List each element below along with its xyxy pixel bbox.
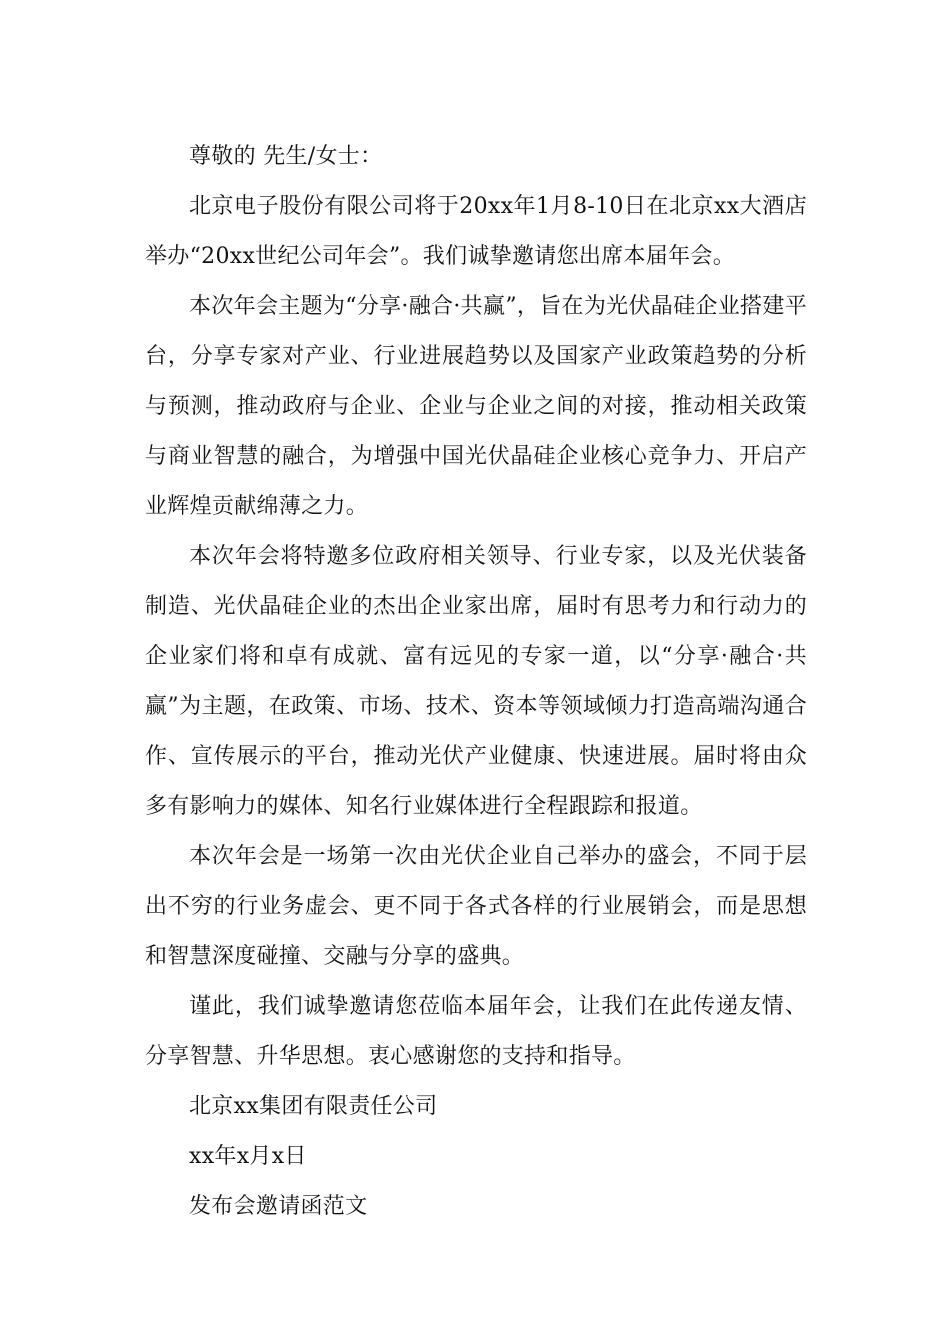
- paragraph-invitation: 北京电子股份有限公司将于20xx年1月8-10日在北京xx大酒店举办“20xx世纪公司年会”。我们诚挚邀请您出席本届年会。: [145, 194, 807, 269]
- paragraph-theme: 本次年会主题为“分享·融合·共赢”，旨在为光伏晶硅企业搭建平台，分享专家对产业、行业进展趋势以及国家产业政策趋势的分析与预测，推动政府与企业、企业与企业之间的对接，推动相关政策与商业智慧的融合，为增强中国光伏晶硅企业核心竞争力、开启产业辉煌贡献绵薄之力。: [145, 294, 807, 519]
- date: xx年x月x日: [189, 1144, 307, 1169]
- paragraph-closing: 谨此，我们诚挚邀请您莅临本届年会，让我们在此传递友情、分享智慧、升华思想。衷心感谢您的支持和指导。: [145, 994, 807, 1069]
- letter-body: [145, 132, 807, 1232]
- greeting: 尊敬的 先生/女士：: [189, 144, 383, 169]
- signature: 北京xx集团有限责任公司: [189, 1094, 438, 1119]
- paragraph-event-nature: 本次年会是一场第一次由光伏企业自己举办的盛会，不同于层出不穷的行业务虚会、更不同于各式各样的行业展销会，而是思想和智慧深度碰撞、交融与分享的盛典。: [145, 844, 807, 969]
- paragraph-guests: 本次年会将特邀多位政府相关领导、行业专家，以及光伏装备制造、光伏晶硅企业的杰出企业家出席，届时有思考力和行动力的企业家们将和卓有成就、富有远见的专家一道，以“分享·融合·共赢”为主题，在政策、市场、技术、资本等领域倾力打造高端沟通合作、宣传展示的平台，推动光伏产业健康、快速进展。届时将由众多有影响力的媒体、知名行业媒体进行全程跟踪和报道。: [145, 544, 807, 819]
- next-section-title: 发布会邀请函范文: [189, 1194, 368, 1219]
